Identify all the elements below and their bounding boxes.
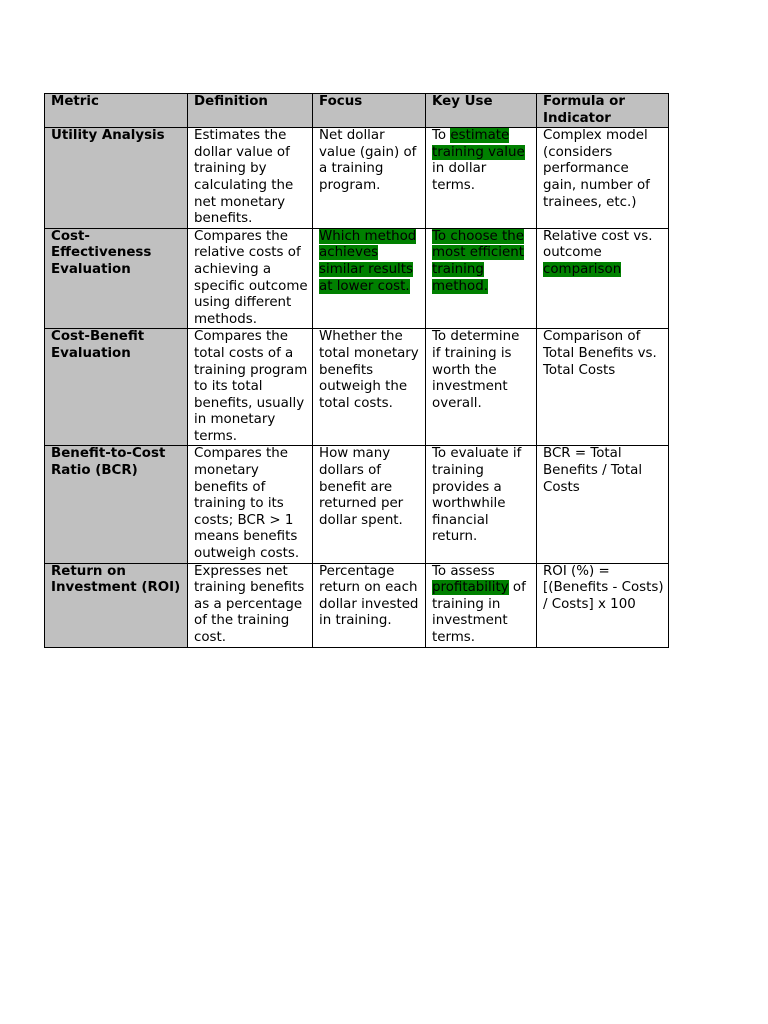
- metric-cell: Utility Analysis: [45, 128, 188, 229]
- cell-text: Percentage return on each dollar invested in training.: [319, 563, 419, 629]
- focus-cell: [313, 563, 426, 647]
- formula-cell: [537, 128, 669, 229]
- definition-cell: Compares the total costs of a training program to its total benefits, usually in monetary terms.: [188, 329, 313, 446]
- highlighted-text: Which method achieves similar results at lower cost.: [319, 228, 417, 294]
- header-key-use: Key Use: [426, 94, 537, 128]
- formula-cell: [537, 329, 669, 446]
- cell-text: To assess: [432, 563, 495, 579]
- header-formula: Formula or Indicator: [537, 94, 669, 128]
- metric-cell: Cost-Benefit Evaluation: [45, 329, 188, 446]
- table-row: [45, 329, 669, 446]
- definition-cell: Estimates the dollar value of training by calculating the net monetary benefits.: [188, 128, 313, 229]
- key-use-cell: [426, 329, 537, 446]
- highlighted-text: profitability: [432, 580, 509, 596]
- header-row: [45, 94, 669, 128]
- cell-text: To determine if training is worth the investment overall.: [432, 329, 520, 411]
- cell-text: Whether the total monetary benefits outweigh the total costs.: [319, 329, 419, 411]
- key-use-cell: [426, 563, 537, 647]
- formula-cell: [537, 228, 669, 329]
- focus-cell: [313, 329, 426, 446]
- table-body: [45, 128, 669, 647]
- header-definition: Definition: [188, 94, 313, 128]
- cell-text: Net dollar value (gain) of a training program.: [319, 128, 417, 193]
- definition-cell: Expresses net training benefits as a percentage of the training cost.: [188, 563, 313, 647]
- table-row: [45, 228, 669, 329]
- cell-text: of training in investment terms.: [432, 580, 526, 645]
- highlighted-text: comparison: [543, 261, 622, 277]
- highlighted-text: To choose the most efficient training method.: [432, 228, 525, 294]
- cell-text: Relative cost vs. outcome: [543, 228, 653, 261]
- cell-text: Comparison of Total Benefits vs. Total Costs: [543, 329, 657, 378]
- focus-cell: [313, 446, 426, 563]
- header-focus: Focus: [313, 94, 426, 128]
- metric-cell: Return on Investment (ROI): [45, 563, 188, 647]
- table-row: [45, 128, 669, 229]
- metric-cell: Benefit-to-Cost Ratio (BCR): [45, 446, 188, 563]
- formula-cell: [537, 446, 669, 563]
- formula-cell: [537, 563, 669, 647]
- cell-text: How many dollars of benefit are returned per dollar spent.: [319, 446, 404, 528]
- highlighted-text: estimate training value: [432, 128, 525, 160]
- cell-text: in dollar terms.: [432, 161, 487, 193]
- header-metric: Metric: [45, 94, 188, 128]
- cell-text: BCR = Total Benefits / Total Costs: [543, 446, 643, 495]
- definition-cell: Compares the monetary benefits of training to its costs; BCR > 1 means benefits outweigh costs.: [188, 446, 313, 563]
- cell-text: To evaluate if training provides a worthwhile financial return.: [432, 446, 522, 545]
- definition-cell: Compares the relative costs of achieving a specific outcome using different methods.: [188, 228, 313, 329]
- focus-cell: [313, 228, 426, 329]
- key-use-cell: [426, 128, 537, 229]
- cell-text: Complex model (considers performance gain, number of trainees, etc.): [543, 128, 650, 210]
- cell-text: ROI (%) = [(Benefits - Costs) / Costs] x 100: [543, 563, 664, 612]
- cell-text: To: [432, 128, 451, 144]
- key-use-cell: [426, 228, 537, 329]
- focus-cell: [313, 128, 426, 229]
- key-use-cell: [426, 446, 537, 563]
- training-metrics-table: [44, 93, 669, 648]
- table-row: [45, 563, 669, 647]
- metric-cell: Cost-Effectiveness Evaluation: [45, 228, 188, 329]
- table-row: [45, 446, 669, 563]
